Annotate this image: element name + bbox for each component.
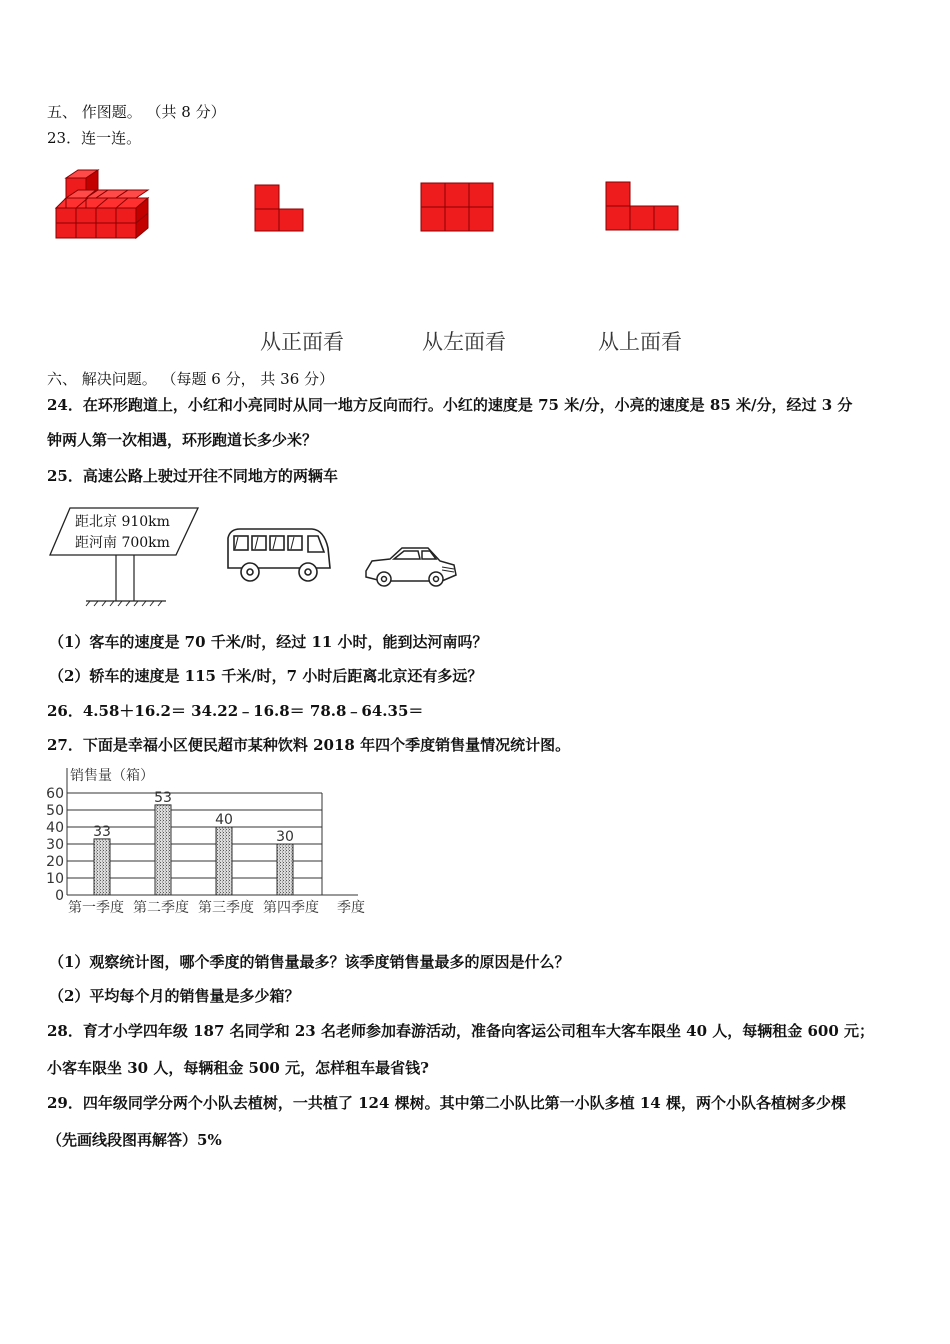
left-view-figure [419,181,495,233]
question-25: 25．高速公路上驶过开往不同地方的两辆车 [47,467,338,485]
car-drawing [362,543,460,591]
sales-bar-chart [40,760,380,920]
sign-henan: 距河南 700km [75,535,170,551]
question-26: 26．4.58＋16.2＝ 34.22﹣16.8＝ 78.8﹣64.35＝ [47,702,424,720]
x-tick-label: 第四季度 [263,900,319,916]
chart-x-label: 季度 [337,900,365,916]
x-tick-label: 第一季度 [68,900,124,916]
question-29-line1: 29．四年级同学分两个小队去植树，一共植了 124 棵树。其中第二小队比第一小队多植 14 棵，两个小队各植树多少棵 [47,1094,846,1112]
bar-value-label: 40 [215,812,233,828]
sign-beijing: 距北京 910km [75,514,170,530]
distance-sign [48,505,208,610]
question-24-line2: 钟两人第一次相遇，环形跑道长多少米？ [47,431,318,449]
view-label-top: 从上面看 [598,330,682,354]
question-27-sub2: （2）平均每个月的销售量是多少箱？ [49,987,300,1005]
y-tick-label: 40 [46,820,64,836]
question-27-sub1: （1）观察统计图，哪个季度的销售量最多？该季度销售量最多的原因是什么？ [49,953,570,971]
y-tick-label: 60 [46,786,64,802]
cube-solid-figure [52,168,152,242]
bar-value-label: 33 [93,823,111,840]
question-25-sub2: （2）轿车的速度是 115 千米/时，7 小时后距离北京还有多远？ [49,667,483,685]
bar-value-label: 30 [276,829,294,845]
x-tick-label: 第三季度 [198,900,254,916]
bar-value-label: 53 [154,789,172,806]
section-6-heading: 六、 解决问题。 （每题 6 分， 共 36 分） [47,370,335,388]
question-23: 23．连一连。 [47,129,142,147]
bar [94,839,110,895]
y-tick-label: 30 [46,837,64,853]
bar [216,827,232,895]
question-28-line2: 小客车限坐 30 人，每辆租金 500 元，怎样租车最省钱? [47,1059,429,1077]
bus-drawing [222,526,334,586]
chart-y-label: 销售量（箱） [70,768,154,784]
view-label-front: 从正面看 [260,330,344,354]
bar [277,844,293,895]
y-tick-label: 20 [46,854,64,870]
section-5-heading: 五、 作图题。 （共 8 分） [47,103,226,121]
y-tick-label: 50 [46,803,64,819]
question-27: 27．下面是幸福小区便民超市某种饮料 2018 年四个季度销售量情况统计图。 [47,736,571,754]
x-tick-label: 第二季度 [133,900,189,916]
bar [155,805,171,895]
front-view-figure [253,183,305,233]
y-tick-label: 0 [55,888,64,904]
question-24-line1: 24．在环形跑道上，小红和小亮同时从同一地方反向而行。小红的速度是 75 米/分，小亮的速度是 85 米/分，经过 3 分 [47,396,853,414]
question-29-line2: （先画线段图再解答）5% [47,1131,222,1149]
top-view-figure [604,180,682,232]
view-label-left: 从左面看 [422,330,506,354]
question-28-line1: 28．育才小学四年级 187 名同学和 23 名老师参加春游活动，准备向客运公司租车大客车限坐 40 人，每辆租金 600 元； [47,1022,875,1040]
question-25-sub1: （1）客车的速度是 70 千米/时，经过 11 小时，能到达河南吗？ [49,633,488,651]
y-tick-label: 10 [46,871,64,887]
